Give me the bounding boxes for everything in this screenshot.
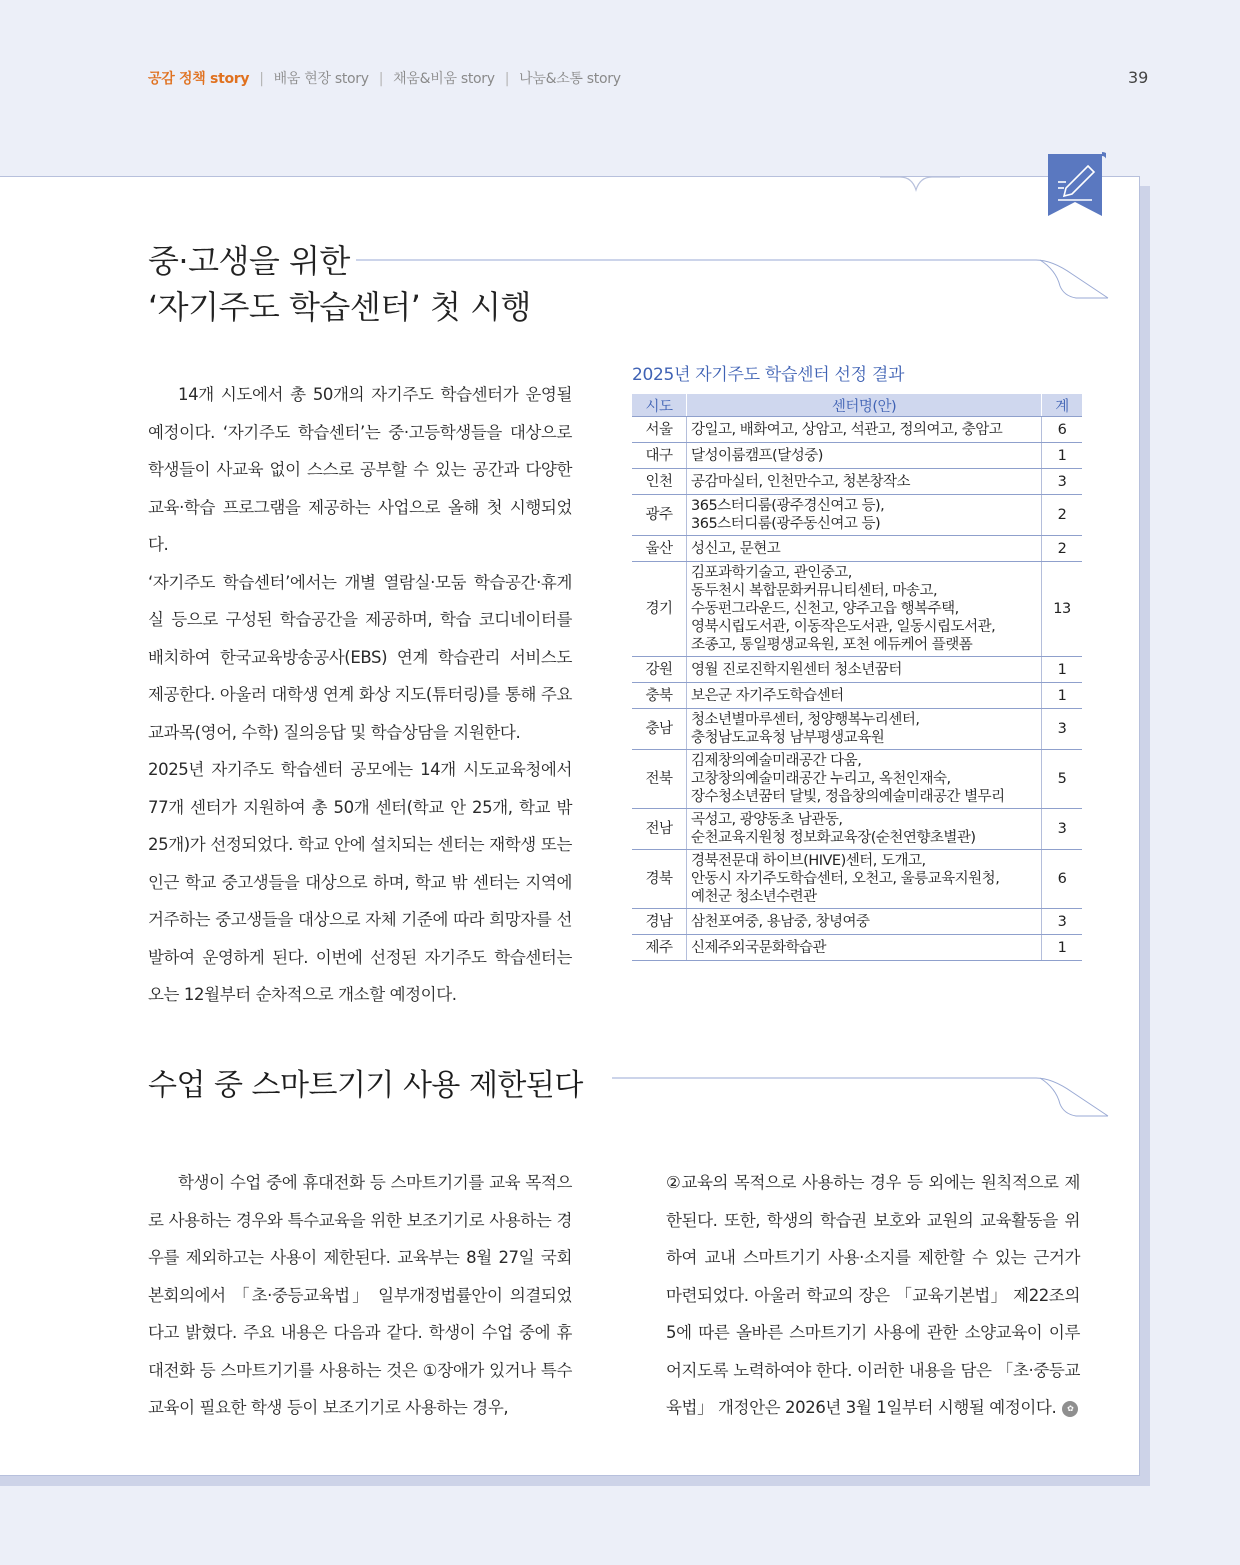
cell-centers: [687, 809, 1042, 850]
cell-count: 1: [1042, 657, 1083, 683]
table-row: [632, 417, 1082, 443]
center-line: 동두천시 복합문화커뮤니티센터, 마송고,: [691, 583, 938, 599]
section-nav: [148, 68, 621, 88]
cell-count: 3: [1042, 809, 1083, 850]
nav-separator: |: [378, 71, 384, 87]
center-line: 장수청소년꿈터 달빛, 정읍창의예술미래공간 별무리: [691, 789, 1005, 805]
table-row: [632, 469, 1082, 495]
center-line: 경북전문대 하이브(HIVE)센터, 도개고,: [691, 853, 926, 869]
table-row: [632, 443, 1082, 469]
cell-centers: [687, 562, 1042, 657]
center-line: 달성이룸캠프(달성중): [691, 447, 823, 464]
cell-centers: [687, 536, 1042, 562]
article1-title-line1: 중·고생을 위한: [148, 242, 350, 280]
cell-centers: [687, 417, 1042, 443]
cell-count: 3: [1042, 909, 1083, 935]
center-line: 안동시 자기주도학습센터, 오천고, 울릉교육지원청,: [691, 871, 1000, 887]
table-row: [632, 562, 1082, 657]
cell-region: 전남: [632, 809, 687, 850]
center-line: 김제창의예술미래공간 다움,: [691, 753, 862, 769]
cell-region: 서울: [632, 417, 687, 443]
nav-separator: |: [504, 71, 510, 87]
title-rule-decoration: [356, 240, 1116, 320]
article2-paragraph: 학생이 수업 중에 휴대전화 등 스마트기기를 교육 목적으로 사용하는 경우와 특수교육을 위한 보조기기로 사용하는 경우를 제외하고는 사용이 제한된다. 교육부는 8월 27일 국회 본회의에서 「초·중등교육법」 일부개정법률안이 의결되었다고 밝혔다. 주요 내용은 다음과 같다. 학생이 수업 중에 휴대전화 등 스마트기기를 사용하는 것은 ①장애가 있거나 특수교육이 필요한 학생 등이 보조기기로 사용하는 경우,: [148, 1173, 572, 1417]
cell-region: 대구: [632, 443, 687, 469]
center-line: 성신고, 문현고: [691, 540, 781, 557]
cell-count: 1: [1042, 683, 1083, 709]
article1-body: [148, 376, 572, 1014]
cell-count: 5: [1042, 750, 1083, 809]
center-line: 삼천포여중, 용남중, 창녕여중: [691, 913, 870, 930]
cell-centers: [687, 495, 1042, 536]
cell-region: 인천: [632, 469, 687, 495]
cell-centers: [687, 850, 1042, 909]
cell-count: 3: [1042, 469, 1083, 495]
cell-count: 2: [1042, 536, 1083, 562]
page-number: 39: [1128, 68, 1149, 87]
center-line: 영월 진로진학지원센터 청소년꿈터: [691, 661, 902, 678]
center-line: 순천교육지원청 정보화교육장(순천연향초별관): [691, 830, 976, 846]
article1-paragraph: 2025년 자기주도 학습센터 공모에는 14개 시도교육청에서 77개 센터가 지원하여 총 50개 센터(학교 안 25개, 학교 밖 25개)가 선정되었다. 학교 안에 설치되는 센터는 재학생 또는 인근 학교 중고생들을 대상으로 하며, 학교 밖 센터는 지역에 거주하는 중고생들을 대상으로 자체 기준에 따라 희망자를 선발하여 운영하게 된다. 이번에 선정된 자기주도 학습센터는 오는 12월부터 순차적으로 개소할 예정이다.: [148, 760, 572, 1004]
center-line: 강일고, 배화여고, 상암고, 석관고, 정의여고, 충암고: [691, 421, 1003, 438]
center-line: 김포과학기술고, 관인중고,: [691, 565, 852, 581]
header-centers: 센터명(안): [687, 394, 1042, 417]
center-line: 수동펀그라운드, 신천고, 양주고읍 행복주택,: [691, 601, 959, 617]
nav-item-field[interactable]: 배움 현장 story: [273, 71, 369, 87]
table-row: [632, 495, 1082, 536]
nav-item-fill[interactable]: 채움&비움 story: [393, 71, 495, 87]
table-body: [632, 417, 1082, 961]
table-header-row: [632, 394, 1082, 417]
header-region: 시도: [632, 394, 687, 417]
center-line: 곡성고, 광양동초 남관동,: [691, 812, 843, 828]
table-row: [632, 935, 1082, 961]
cell-centers: [687, 750, 1042, 809]
article2-column-2: [666, 1164, 1080, 1427]
table-row: [632, 709, 1082, 750]
pencil-bookmark-icon: [1044, 152, 1106, 218]
table-row: [632, 809, 1082, 850]
center-line: 365스터디룸(광주동신여고 등): [691, 516, 881, 532]
article2-column-1: [148, 1164, 572, 1427]
cell-region: 경기: [632, 562, 687, 657]
center-line: 신제주외국문화학습관: [691, 939, 827, 956]
cell-region: 울산: [632, 536, 687, 562]
table-row: [632, 909, 1082, 935]
article2-col2-text: ②교육의 목적으로 사용하는 경우 등 외에는 원칙적으로 제한된다. 또한, 학생의 학습권 보호와 교원의 교육활동을 위하여 교내 스마트기기 사용·소지를 제한할 수 있는 근거가 마련되었다. 아울러 학교의 장은 「교육기본법」 제22조의5에 따른 올바른 스마트기기 사용에 관한 소양교육이 이루어지도록 노력하여야 한다. 이러한 내용을 담은 「초·중등교육법」 개정안은 2026년 3월 1일부터 시행될 예정이다.: [666, 1173, 1080, 1417]
cell-count: 1: [1042, 443, 1083, 469]
center-line: 조종고, 통일평생교육원, 포천 에듀케어 플랫폼: [691, 637, 973, 653]
article1-paragraph: 14개 시도에서 총 50개의 자기주도 학습센터가 운영될 예정이다. ‘자기주도 학습센터’는 중·고등학생들을 대상으로 학생들이 사교육 없이 스스로 공부할 수 있는 공간과 다양한 교육·학습 프로그램을 제공하는 사업으로 올해 첫 시행되었다.: [148, 385, 572, 554]
cell-count: 3: [1042, 709, 1083, 750]
table-row: [632, 850, 1082, 909]
selection-results-table: [632, 394, 1082, 961]
table-row: [632, 750, 1082, 809]
title-rule-decoration: [612, 1060, 1116, 1140]
cell-region: 전북: [632, 750, 687, 809]
cell-centers: [687, 443, 1042, 469]
cell-centers: [687, 469, 1042, 495]
cell-count: 6: [1042, 417, 1083, 443]
cell-region: 경북: [632, 850, 687, 909]
nav-separator: |: [259, 71, 264, 87]
article1-paragraph: ‘자기주도 학습센터’에서는 개별 열람실·모둠 학습공간·휴게실 등으로 구성된 학습공간을 제공하며, 학습 코디네이터를 배치하여 한국교육방송공사(EBS) 연계 학습관리 서비스도 제공한다. 아울러 대학생 연계 화상 지도(튜터링)를 통해 주요 교과목(영어, 수학) 질의응답 및 학습상담을 지원한다.: [148, 572, 572, 742]
cell-centers: [687, 709, 1042, 750]
cell-region: 충남: [632, 709, 687, 750]
logo-end-icon: ✿: [1062, 1401, 1078, 1417]
center-line: 영북시립도서관, 이동작은도서관, 일동시립도서관,: [691, 619, 996, 635]
header-count: 계: [1042, 394, 1083, 417]
cell-region: 광주: [632, 495, 687, 536]
center-line: 청소년별마루센터, 청양행복누리센터,: [691, 712, 920, 728]
table-row: [632, 683, 1082, 709]
cell-region: 강원: [632, 657, 687, 683]
table-row: [632, 536, 1082, 562]
center-line: 공감마실터, 인천만수고, 청본창작소: [691, 473, 911, 490]
nav-item-share[interactable]: 나눔&소통 story: [519, 71, 621, 87]
cell-centers: [687, 657, 1042, 683]
article2-paragraph: [666, 1164, 1080, 1427]
center-line: 충청남도교육청 남부평생교육원: [691, 730, 885, 746]
cell-centers: [687, 683, 1042, 709]
table-title: 2025년 자기주도 학습센터 선정 결과: [632, 365, 905, 385]
center-line: 고창창의예술미래공간 누리고, 옥천인재숙,: [691, 771, 951, 787]
center-line: 보은군 자기주도학습센터: [691, 687, 844, 704]
panel-notch-decoration: [880, 168, 960, 198]
cell-count: 13: [1042, 562, 1083, 657]
cell-centers: [687, 909, 1042, 935]
center-line: 예천군 청소년수련관: [691, 889, 817, 905]
table-row: [632, 657, 1082, 683]
cell-region: 제주: [632, 935, 687, 961]
cell-count: 6: [1042, 850, 1083, 909]
cell-count: 1: [1042, 935, 1083, 961]
article1-title-line2: ‘자기주도 학습센터’ 첫 시행: [148, 288, 531, 326]
cell-region: 경남: [632, 909, 687, 935]
cell-count: 2: [1042, 495, 1083, 536]
nav-item-policy[interactable]: 공감 정책 story: [148, 71, 250, 87]
cell-region: 충북: [632, 683, 687, 709]
article2-title: 수업 중 스마트기기 사용 제한된다: [148, 1068, 583, 1103]
cell-centers: [687, 935, 1042, 961]
center-line: 365스터디룸(광주경신여고 등),: [691, 498, 885, 514]
